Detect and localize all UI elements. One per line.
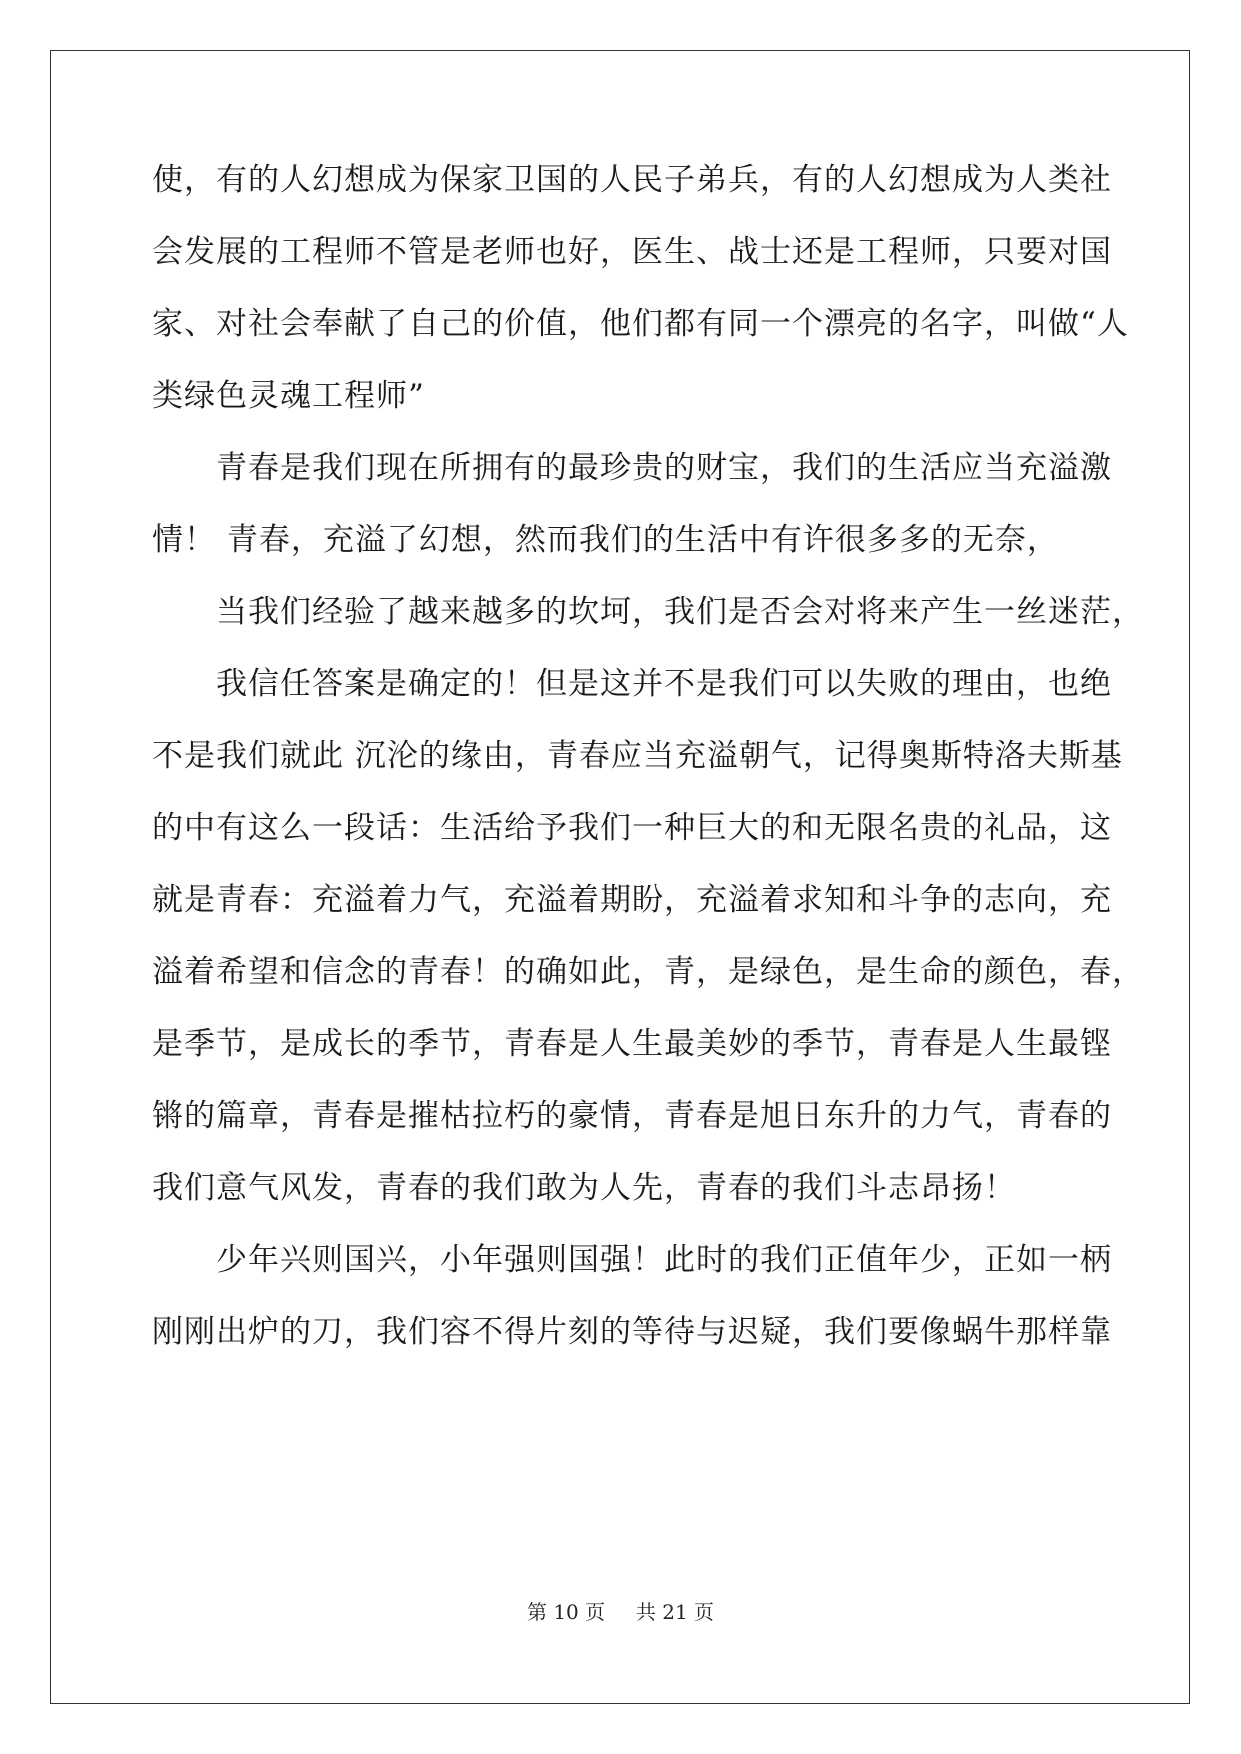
- paragraph-first-line: 少年兴则国兴，小年强则国强！此时的我们正值年少，正如一柄: [216, 1242, 1112, 1278]
- text-line: 刚刚出炉的刀，我们容不得片刻的等待与迟疑，我们要像蜗牛那样靠: [152, 1314, 1112, 1350]
- text-line: 锵的篇章，青春是摧枯拉朽的豪情，青春是旭日东升的力气，青春的: [152, 1098, 1112, 1134]
- text-line: 家、对社会奉献了自己的价值，他们都有同一个漂亮的名字，叫做“人: [152, 306, 1129, 342]
- page-number: 第 10 页: [526, 1600, 606, 1624]
- text-line: 的中有这么一段话：生活给予我们一种巨大的和无限名贵的礼品，这: [152, 810, 1112, 846]
- text-line: 类绿色灵魂工程师”: [152, 378, 425, 414]
- paragraph-first-line: 青春是我们现在所拥有的最珍贵的财宝，我们的生活应当充溢激: [216, 450, 1112, 486]
- text-line: 溢着希望和信念的青春！的确如此，青，是绿色，是生命的颜色，春，: [152, 954, 1144, 990]
- text-line: 不是我们就此 沉沦的缘由，青春应当充溢朝气，记得奥斯特洛夫斯基: [152, 738, 1123, 774]
- page-border: [50, 50, 1190, 1704]
- text-line: 是季节，是成长的季节，青春是人生最美妙的季节，青春是人生最铿: [152, 1026, 1112, 1062]
- page-total: 共 21 页: [635, 1600, 715, 1624]
- paragraph-first-line: 我信任答案是确定的！但是这并不是我们可以失败的理由，也绝: [216, 666, 1112, 702]
- text-line: 使，有的人幻想成为保家卫国的人民子弟兵，有的人幻想成为人类社: [152, 162, 1112, 198]
- text-line: 我们意气风发，青春的我们敢为人先，青春的我们斗志昂扬！: [152, 1170, 1016, 1206]
- text-line: 会发展的工程师不管是老师也好，医生、战士还是工程师，只要对国: [152, 234, 1112, 270]
- text-line: 就是青春：充溢着力气，充溢着期盼，充溢着求知和斗争的志向，充: [152, 882, 1112, 918]
- paragraph-first-line: 当我们经验了越来越多的坎坷，我们是否会对将来产生一丝迷茫，: [216, 594, 1144, 630]
- page-footer: [0, 1598, 1241, 1626]
- text-line: 情！ 青春，充溢了幻想，然而我们的生活中有许很多多的无奈，: [152, 522, 1059, 558]
